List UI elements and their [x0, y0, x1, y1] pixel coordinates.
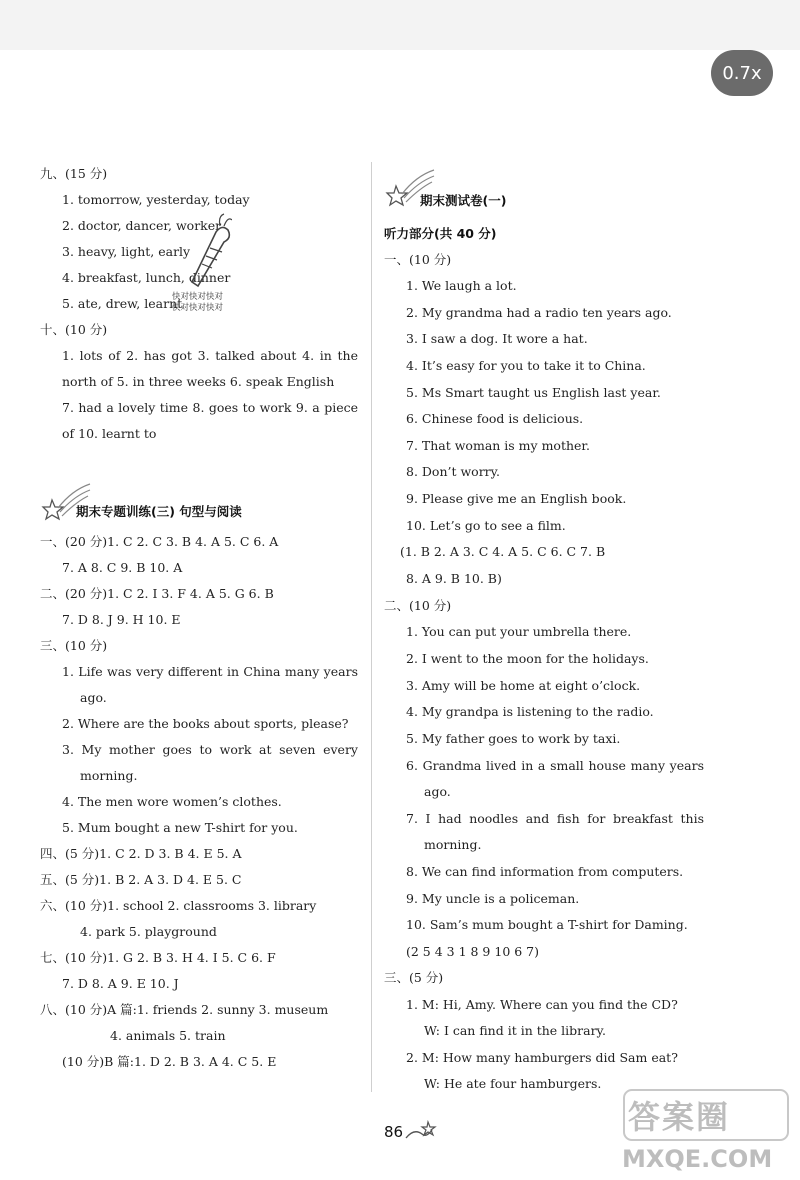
answer-line: 5. Mum bought a new T-shirt for you. [62, 820, 298, 835]
answer-line: 3. heavy, light, early [62, 244, 191, 259]
answer-line: (10 分)B 篇:1. D 2. B 3. A 4. C 5. E [62, 1054, 277, 1069]
stamp-text: 快对快对快对 [172, 303, 224, 313]
answer-line: 4. The men wore women’s clothes. [62, 794, 282, 809]
carrot-icon [172, 212, 232, 292]
section-3-header: 三、(5 分) [384, 970, 444, 985]
script-line: 4. My grandpa is listening to the radio. [406, 704, 654, 719]
watermark-text: 答案圈 [628, 1098, 731, 1136]
answer-line: 1. Life was very different in China many years [62, 664, 358, 679]
answer-line: 4. breakfast, lunch, dinner [62, 270, 231, 285]
section-1-answers: 一、(20 分)1. C 2. C 3. B 4. A 5. C 6. A [40, 534, 279, 549]
answer-line: 8. A 9. B 10. B) [406, 571, 502, 586]
script-line: morning. [424, 837, 482, 852]
section-2-header: 二、(10 分) [384, 598, 452, 613]
answer-line: north of 5. in three weeks 6. speak English [62, 374, 335, 389]
answer-line: ago. [80, 690, 107, 705]
answer-line: 7. A 8. C 9. B 10. A [62, 560, 183, 575]
section-8-answers: 八、(10 分)A 篇:1. friends 2. sunny 3. museum [40, 1002, 329, 1017]
script-line: 1. You can put your umbrella there. [406, 624, 632, 639]
answer-line: 1. tomorrow, yesterday, today [62, 192, 250, 207]
script-line: 7. I had noodles and fish for breakfast this [406, 811, 704, 826]
script-line: ago. [424, 784, 451, 799]
script-line: 4. It’s easy for you to take it to China. [406, 358, 646, 373]
star-swirl-icon [404, 1118, 438, 1146]
watermark-url: MXQE.COM [622, 1145, 773, 1173]
script-line: 1. We laugh a lot. [406, 278, 517, 293]
answer-line: 7. D 8. J 9. H 10. E [62, 612, 181, 627]
dialogue-line: 1. M: Hi, Amy. Where can you find the CD? [406, 997, 678, 1012]
answer-line: 2. doctor, dancer, worker [62, 218, 222, 233]
script-line: 6. Grandma lived in a small house many years [406, 758, 704, 773]
script-line: 6. Chinese food is delicious. [406, 411, 584, 426]
script-line: 5. My father goes to work by taxi. [406, 731, 621, 746]
section-4-answers: 四、(5 分)1. C 2. D 3. B 4. E 5. A [40, 846, 242, 861]
zoom-indicator[interactable]: 0.7x [711, 50, 773, 96]
listening-part-title: 听力部分(共 40 分) [384, 226, 497, 241]
dialogue-line: W: He ate four hamburgers. [424, 1076, 602, 1091]
kuaidui-stamp-logo [172, 212, 232, 312]
script-line: 8. Don’t worry. [406, 464, 501, 479]
answer-line: of 10. learnt to [62, 426, 157, 441]
answer-line: 3. My mother goes to work at seven every [62, 742, 358, 757]
section-6-answers: 六、(10 分)1. school 2. classrooms 3. library [40, 898, 317, 913]
viewer-top-band [0, 0, 800, 50]
script-line: 2. I went to the moon for the holidays. [406, 651, 649, 666]
answer-line: 4. park 5. playground [80, 924, 217, 939]
answer-line: morning. [80, 768, 138, 783]
unit-title-right: 期末测试卷(一) [420, 193, 507, 208]
section-1-header: 一、(10 分) [384, 252, 452, 267]
unit-title-left: 期末专题训练(三) 句型与阅读 [76, 504, 242, 519]
answer-line: 7. D 8. A 9. E 10. J [62, 976, 179, 991]
script-line: 9. My uncle is a policeman. [406, 891, 580, 906]
dialogue-line: W: I can find it in the library. [424, 1023, 606, 1038]
page-number: 86 [384, 1123, 404, 1141]
section-10-header: 十、(10 分) [40, 322, 108, 337]
section-7-answers: 七、(10 分)1. G 2. B 3. H 4. I 5. C 6. F [40, 950, 276, 965]
column-divider [371, 162, 372, 1092]
section-5-answers: 五、(5 分)1. B 2. A 3. D 4. E 5. C [40, 872, 242, 887]
answer-line: 1. lots of 2. has got 3. talked about 4. in the [62, 348, 358, 363]
answer-line: 2. Where are the books about sports, please? [62, 716, 349, 731]
script-line: 8. We can find information from computers. [406, 864, 684, 879]
script-line: 7. That woman is my mother. [406, 438, 590, 453]
section-9-header: 九、(15 分) [40, 166, 108, 181]
answer-line: (2 5 4 3 1 8 9 10 6 7) [406, 944, 539, 959]
stamp-text: 快对快对快对 [172, 292, 224, 302]
script-line: 3. I saw a dog. It wore a hat. [406, 331, 588, 346]
script-line: 9. Please give me an English book. [406, 491, 627, 506]
section-2-answers: 二、(20 分)1. C 2. I 3. F 4. A 5. G 6. B [40, 586, 274, 601]
script-line: 10. Sam’s mum bought a T-shirt for Daming. [406, 917, 688, 932]
section-3-header: 三、(10 分) [40, 638, 108, 653]
answer-line: 4. animals 5. train [110, 1028, 226, 1043]
script-line: 10. Let’s go to see a film. [406, 518, 566, 533]
answer-line: 5. ate, drew, learnt [62, 296, 183, 311]
script-line: 2. My grandma had a radio ten years ago. [406, 305, 672, 320]
answer-line: (1. B 2. A 3. C 4. A 5. C 6. C 7. B [400, 544, 606, 559]
answer-line: 7. had a lovely time 8. goes to work 9. a piece [62, 400, 358, 415]
script-line: 3. Amy will be home at eight o’clock. [406, 678, 641, 693]
script-line: 5. Ms Smart taught us English last year. [406, 385, 661, 400]
dialogue-line: 2. M: How many hamburgers did Sam eat? [406, 1050, 678, 1065]
